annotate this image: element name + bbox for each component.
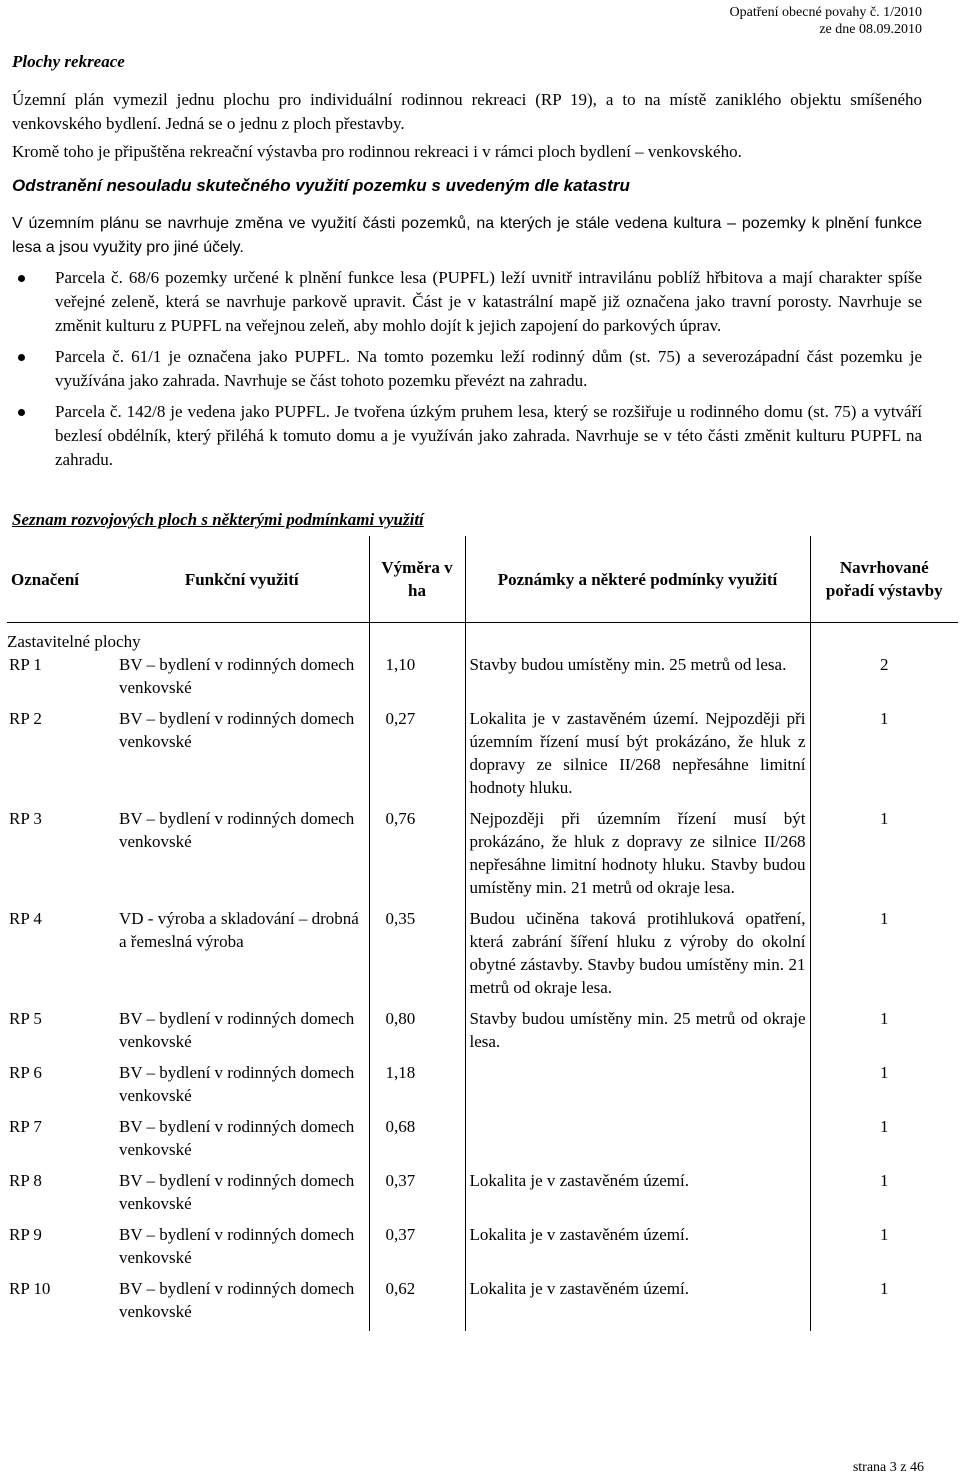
cell-function: BV – bydlení v rodinných domech venkovské: [115, 707, 369, 807]
cell-code: RP 8: [9, 1171, 42, 1190]
parcel-list: [12, 266, 922, 479]
header-notes: Poznámky a některé podmínky využití: [465, 536, 810, 623]
cell-notes: Stavby budou umístěny min. 25 metrů od okraje lesa.: [465, 1007, 810, 1061]
cell-notes: Lokalita je v zastavěném území.: [465, 1277, 810, 1331]
discrepancy-intro: V územním plánu se navrhuje změna ve využití části pozemků, na kterých je stále vedena kultura – pozemky k plnění funkce lesa a jsou využity pro jiné účely.: [12, 215, 922, 256]
table-row: [7, 1007, 958, 1061]
cell-order: 1: [880, 1009, 889, 1028]
cell-code: RP 6: [9, 1063, 42, 1082]
section-title-recreation: Plochy rekreace: [12, 52, 125, 71]
cell-code: RP 9: [9, 1225, 42, 1244]
cell-function: BV – bydlení v rodinných domech venkovské: [115, 1061, 369, 1115]
cell-code: RP 10: [9, 1279, 51, 1298]
header-date: ze dne 08.09.2010: [819, 22, 922, 37]
cell-notes: [465, 1115, 810, 1169]
section-title-discrepancy: Odstranění nesouladu skutečného využití pozemku s uvedeným dle katastru: [12, 176, 630, 195]
group-label: Zastavitelné plochy: [7, 623, 369, 654]
table-row: [7, 807, 958, 907]
parcel-item: Parcela č. 61/1 je označena jako PUPFL. Na tomto pozemku leží rodinný dům (st. 75) a severozápadní část pozemku je využívána jako zahrada. Navrhuje se část tohoto pozemku převézt na zahradu.: [12, 345, 922, 393]
table-row: [7, 1115, 958, 1169]
bullet-icon: [18, 409, 25, 416]
cell-order: 1: [880, 1171, 889, 1190]
cell-code: RP 4: [9, 909, 42, 928]
cell-notes: Budou učiněna taková protihluková opatření, která zabrání šíření hluku z výroby do okolní obytné zástavby. Stavby budou umístěny min. 21 metrů od okraje lesa.: [465, 907, 810, 1007]
cell-order: 1: [880, 909, 889, 928]
cell-area: 0,27: [385, 709, 416, 728]
cell-function: BV – bydlení v rodinných domech venkovské: [115, 653, 369, 707]
cell-area: 0,80: [385, 1009, 416, 1028]
bullet-icon: [18, 354, 25, 361]
parcel-item: Parcela č. 142/8 je vedena jako PUPFL. Je tvořena úzkým pruhem lesa, který se rozšiřuje u rodinného domu (st. 75) a vytváří bezlesí obdélník, který přiléhá k tomuto domu a je využíván jako zahrada. Navrhuje se v této části změnit kulturu PUPFL na zahradu.: [12, 400, 922, 472]
cell-code: RP 3: [9, 809, 42, 828]
cell-function: BV – bydlení v rodinných domech venkovské: [115, 1007, 369, 1061]
cell-area: 0,76: [385, 809, 416, 828]
cell-area: 0,35: [385, 909, 416, 928]
cell-notes: Lokalita je v zastavěném území.: [465, 1169, 810, 1223]
cell-order: 1: [880, 1225, 889, 1244]
cell-code: RP 5: [9, 1009, 42, 1028]
development-areas-table: [7, 536, 958, 1331]
table-row: [7, 907, 958, 1007]
recreation-paragraph-1: Územní plán vymezil jednu plochu pro individuální rodinnou rekreaci (RP 19), a to na místě zaniklého objektu smíšeného venkovského bydlení. Jedná se o jednu z ploch přestavby.: [12, 90, 922, 133]
header-function: Funkční využití: [115, 536, 369, 623]
cell-function: BV – bydlení v rodinných domech venkovské: [115, 1169, 369, 1223]
parcel-item: Parcela č. 68/6 pozemky určené k plnění funkce lesa (PUPFL) leží uvnitř intravilánu poblíž hřbitova a mají charakter spíše veřejné zeleně, která se navrhuje parkově upravit. Část je v katastrální mapě již označena jako travní porosty. Navrhuje se změnit kulturu z PUPFL na veřejnou zeleň, aby mohlo dojít k jejich zapojení do parkových úprav.: [12, 266, 922, 338]
cell-notes: Lokalita je v zastavěném území.: [465, 1223, 810, 1277]
cell-function: BV – bydlení v rodinných domech venkovské: [115, 1115, 369, 1169]
cell-order: 1: [880, 809, 889, 828]
cell-order: 1: [880, 1117, 889, 1136]
table-row: [7, 707, 958, 807]
cell-code: RP 2: [9, 709, 42, 728]
cell-area: 0,37: [385, 1225, 416, 1244]
page-number: strana 3 z 46: [852, 1460, 924, 1475]
header-designation: Označení: [7, 536, 115, 623]
bullet-icon: [18, 275, 25, 282]
header-area: Výměra v ha: [369, 536, 465, 623]
cell-area: 1,10: [385, 655, 416, 674]
cell-function: VD - výroba a skladování – drobná a řemeslná výroba: [115, 907, 369, 1007]
header-document-number: Opatření obecné povahy č. 1/2010: [729, 5, 922, 20]
table-row: [7, 653, 958, 707]
section-title-development-list: Seznam rozvojových ploch s některými podmínkami využití: [12, 510, 424, 529]
recreation-paragraph-2: Kromě toho je připuštěna rekreační výstavba pro rodinnou rekreaci i v rámci ploch bydlení – venkovského.: [12, 142, 742, 161]
cell-notes: Stavby budou umístěny min. 25 metrů od lesa.: [465, 653, 810, 707]
cell-notes: Lokalita je v zastavěném území. Nejpozději při územním řízení musí být prokázáno, že hluk z dopravy ze silnice II/268 nepřesáhne limitní hodnoty hluku.: [465, 707, 810, 807]
table-row: [7, 1223, 958, 1277]
cell-order: 2: [880, 655, 889, 674]
table-header-row: [7, 536, 958, 623]
cell-code: RP 1: [9, 655, 42, 674]
table-row: [7, 1169, 958, 1223]
cell-function: BV – bydlení v rodinných domech venkovské: [115, 807, 369, 907]
document-header: [730, 4, 922, 38]
cell-code: RP 7: [9, 1117, 42, 1136]
cell-order: 1: [880, 1063, 889, 1082]
header-order: Navrhované pořadí výstavby: [810, 536, 958, 623]
cell-area: 0,62: [385, 1279, 416, 1298]
table-row: [7, 1277, 958, 1331]
cell-area: 1,18: [385, 1063, 416, 1082]
cell-function: BV – bydlení v rodinných domech venkovské: [115, 1277, 369, 1331]
table-row: [7, 1061, 958, 1115]
table-group-row: [7, 623, 958, 654]
cell-order: 1: [880, 709, 889, 728]
cell-area: 0,37: [385, 1171, 416, 1190]
cell-function: BV – bydlení v rodinných domech venkovské: [115, 1223, 369, 1277]
cell-notes: Nejpozději při územním řízení musí být prokázáno, že hluk z dopravy ze silnice II/268 nepřesáhne limitní hodnoty hluku. Stavby budou umístěny min. 21 metrů od okraje lesa.: [465, 807, 810, 907]
cell-notes: [465, 1061, 810, 1115]
cell-order: 1: [880, 1279, 889, 1298]
cell-area: 0,68: [385, 1117, 416, 1136]
